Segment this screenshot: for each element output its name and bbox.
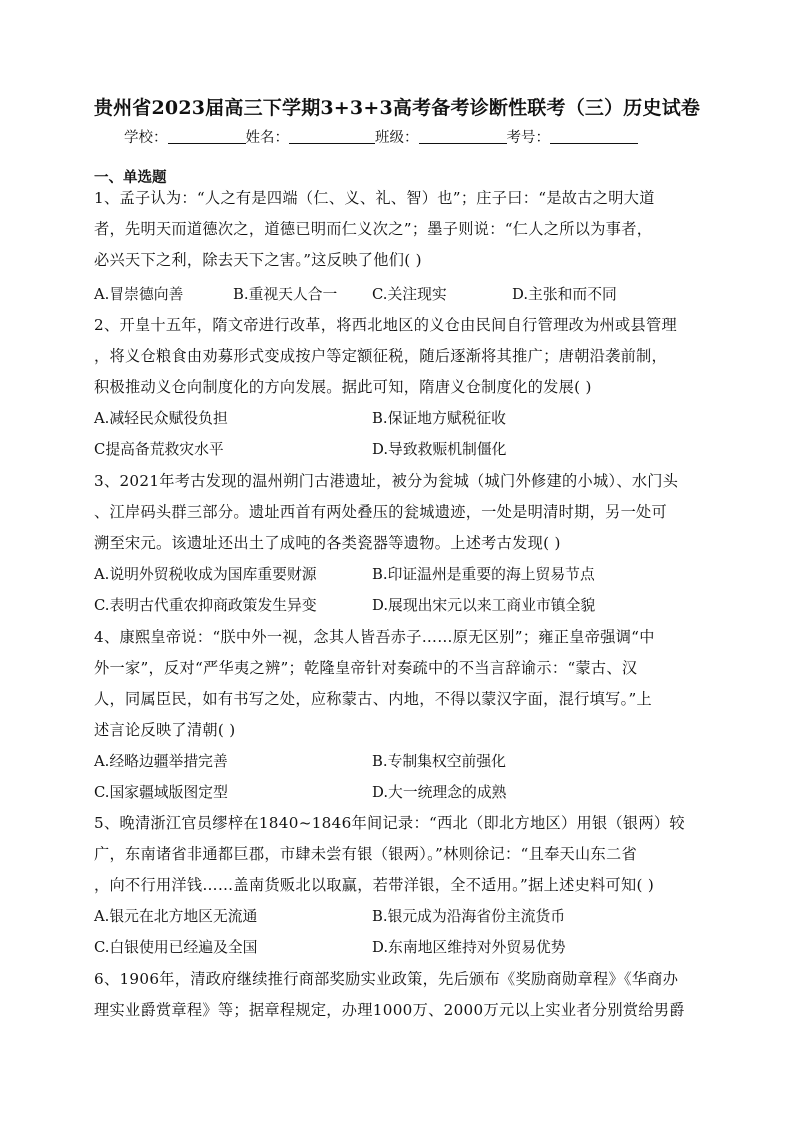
question-6-line: 理实业爵赏章程》等；据章程规定，办理1000万、2000万元以上实业者分别赏给男爵	[94, 1001, 685, 1019]
question-3-option-a[interactable]: A.说明外贸税收成为国库重要财源	[94, 566, 317, 583]
class-label: 班级：	[375, 130, 419, 146]
name-label: 姓名：	[245, 130, 289, 146]
question-4-line: 外一家”，反对“严华夷之辨”；乾隆皇帝针对奏疏中的不当言辞谕示：“蒙古、汉	[94, 659, 638, 677]
question-4-line: 述言论反映了清朝( )	[94, 721, 236, 739]
school-label: 学校：	[124, 130, 168, 146]
school-blank[interactable]	[168, 129, 246, 144]
question-3-line: 3、2021年考古发现的温州朔门古港遗址，被分为瓮城（城门外修建的小城）、水门头	[94, 472, 679, 490]
student-info-line	[124, 126, 638, 147]
question-1-option-a[interactable]: A.冒崇德向善	[94, 286, 184, 303]
question-2-option-d[interactable]: D.导致救赈机制僵化	[372, 441, 507, 458]
exam-no-blank[interactable]	[550, 129, 638, 144]
question-1-option-c[interactable]: C.关注现实	[372, 286, 447, 303]
question-4-option-c[interactable]: C.国家疆域版图定型	[94, 784, 228, 801]
question-5-line: 广，东南诸省非通都巨郡，市肆未尝有银（银两）。”林则徐记：“且奉天山东二省	[94, 845, 637, 863]
question-3-line: 溯至宋元。该遗址还出土了成吨的各类瓷器等遗物。上述考古发现( )	[94, 534, 561, 552]
question-2-option-c[interactable]: C提高备荒救灾水平	[94, 441, 224, 458]
question-1-line: 必兴天下之利，除去天下之害。”这反映了他们( )	[94, 251, 422, 269]
question-3-line: 、江岸码头群三部分。遗址西首有两处叠压的瓮城遗迹，一处是明清时期，另一处可	[94, 503, 668, 521]
exam-title: 贵州省2023届高三下学期3+3+3高考备考诊断性联考（三）历史试卷	[93, 97, 701, 119]
question-4-option-a[interactable]: A.经略边疆举措完善	[94, 753, 228, 770]
question-3-option-d[interactable]: D.展现出宋元以来工商业市镇全貌	[372, 597, 596, 614]
question-4-line: 人，同属臣民，如有书写之处，应称蒙古、内地，不得以蒙汉字面，混行填写。”上	[94, 690, 653, 708]
question-5-option-a[interactable]: A.银元在北方地区无流通	[94, 908, 258, 925]
section-heading: 一、单选题	[94, 169, 167, 186]
question-2-option-a[interactable]: A.减轻民众赋役负担	[94, 410, 228, 427]
question-5-option-d[interactable]: D.东南地区维持对外贸易优势	[372, 939, 566, 956]
question-2-line: 积极推动义仓向制度化的方向发展。据此可知，隋唐义仓制度化的发展( )	[94, 378, 592, 396]
question-1-option-d[interactable]: D.主张和而不同	[512, 286, 617, 303]
question-4-option-d[interactable]: D.大一统理念的成熟	[372, 784, 507, 801]
question-5-line: 5、晚清浙江官员缪梓在1840~1846年间记录：“西北（即北方地区）用银（银两）较	[94, 814, 685, 832]
question-5-option-c[interactable]: C.白银使用已经遍及全国	[94, 939, 258, 956]
question-1-line: 者，先明天而道德次之，道德已明而仁义次之”；墨子则说：“仁人之所以为事者，	[94, 220, 653, 238]
exam-no-label: 考号：	[506, 130, 550, 146]
question-1-option-b[interactable]: B.重视天人合一	[233, 286, 338, 303]
question-1-line: 1、孟子认为：“人之有是四端（仁、义、礼、智）也”；庄子曰：“是故古之明大道	[94, 189, 655, 207]
question-3-option-c[interactable]: C.表明古代重农抑商政策发生异变	[94, 597, 317, 614]
question-2-option-b[interactable]: B.保证地方赋税征收	[372, 410, 506, 427]
question-4-option-b[interactable]: B.专制集权空前强化	[372, 753, 506, 770]
class-blank[interactable]	[419, 129, 507, 144]
name-blank[interactable]	[289, 129, 375, 144]
question-2-line: 2、开皇十五年，隋文帝进行改革，将西北地区的义仓由民间自行管理改为州或县管理	[94, 316, 677, 334]
question-5-option-b[interactable]: B.银元成为沿海省份主流货币	[372, 908, 566, 925]
question-6-line: 6、1906年，清政府继续推行商部奖励实业政策，先后颁布《奖励商勋章程》《华商办	[94, 970, 679, 988]
question-5-line: ，向不行用洋钱……盖南货贩北以取赢，若带洋银，全不适用。”据上述史料可知( )	[94, 876, 655, 894]
question-3-option-b[interactable]: B.印证温州是重要的海上贸易节点	[372, 566, 595, 583]
question-2-line: ，将义仓粮食由劝募形式变成按户等定额征税，随后逐渐将其推广；唐朝沿袭前制，	[94, 347, 668, 365]
question-4-line: 4、康熙皇帝说：“朕中外一视，念其人皆吾赤子……原无区别”；雍正皇帝强调“中	[94, 628, 655, 646]
